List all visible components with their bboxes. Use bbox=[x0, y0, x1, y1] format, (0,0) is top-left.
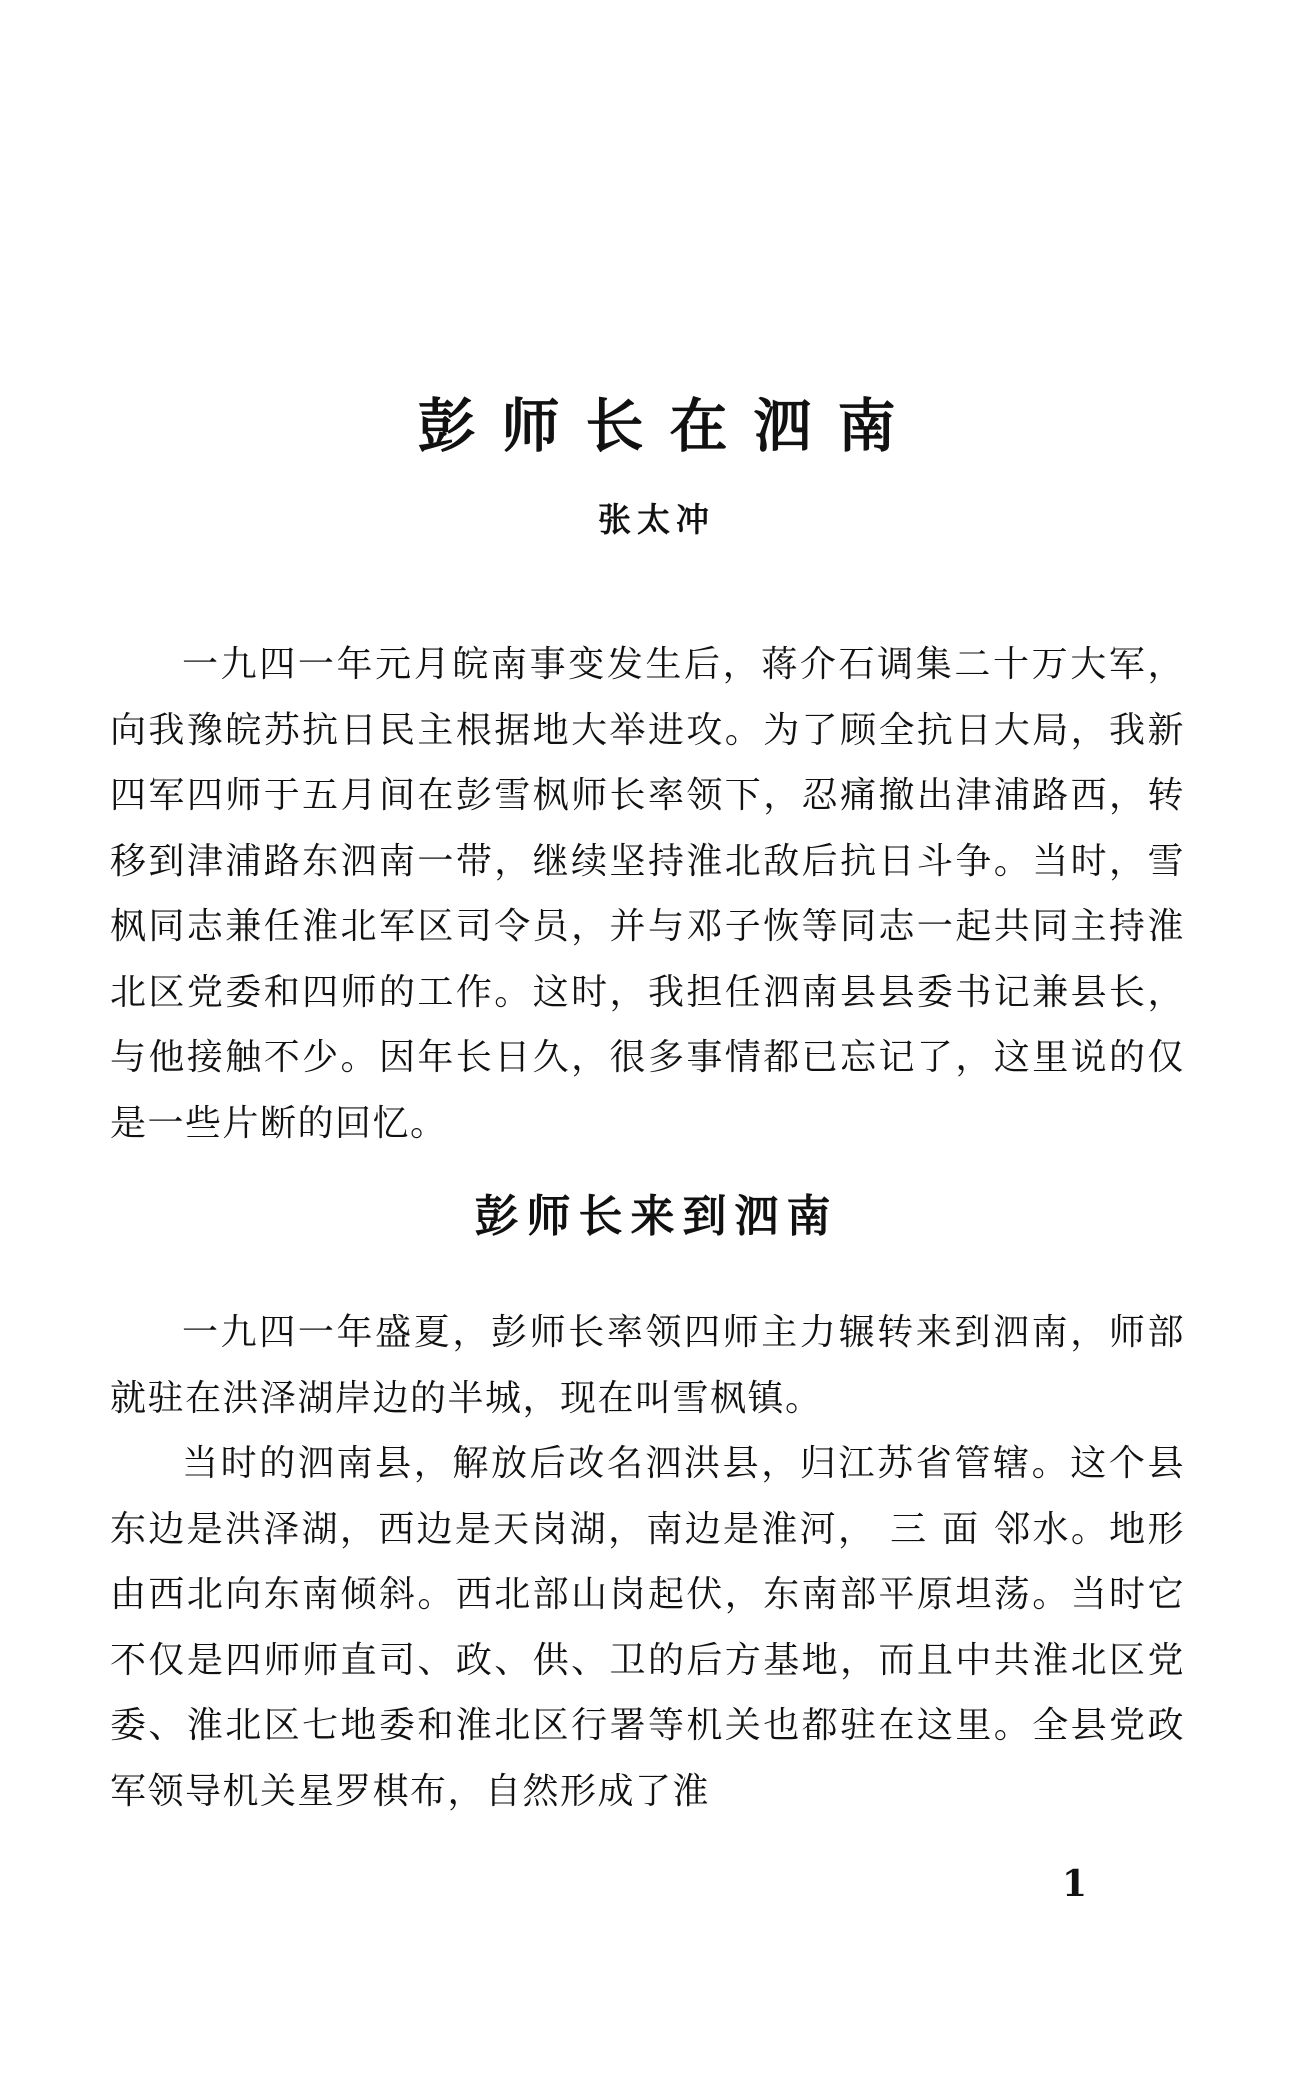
article-author: 张太冲 bbox=[598, 500, 715, 539]
article-title: 彭师长在泗南 bbox=[417, 391, 922, 460]
intro-paragraph: 一九四一年元月皖南事变发生后，蒋介石调集二十万大军，向我豫皖苏抗日民主根据地大举进攻。为了顾全抗日大局，我新四军四师于五月间在彭雪枫师长率领下，忍痛撤出津浦路西，转移到津浦路东泗南一带，继续坚持淮北敌后抗日斗争。当时，雪枫同志兼任淮北军区司令员，并与邓子恢等同志一起共同主持淮北区党委和四师的工作。这时，我担任泗南县县委书记兼县长，与他接触不少。因年长日久，很多事情都已忘记了，这里说的仅是一些片断的回忆。 bbox=[110, 644, 1185, 1144]
page-number: 1 bbox=[1062, 1863, 1088, 1905]
section-paragraph-1: 一九四一年盛夏，彭师长率领四师主力辗转来到泗南，师部就驻在洪泽湖岸边的半城，现在叫雪枫镇。 bbox=[110, 1312, 1185, 1419]
section-heading: 彭师长来到泗南 bbox=[474, 1190, 839, 1242]
section-paragraph-2: 当时的泗南县，解放后改名泗洪县，归江苏省管辖。这个县东边是洪泽湖，西边是天岗湖，南边是淮河， 三 面 邻水。地形由西北向东南倾斜。西北部山岗起伏，东南部平原坦荡。当时它不仅是四师师直司、政、供、卫的后方基地，而且中共淮北区党委、淮北区七地委和淮北区行署等机关也都驻在这里。全县党政军领导机关星罗棋布，自然形成了淮 bbox=[110, 1443, 1185, 1812]
